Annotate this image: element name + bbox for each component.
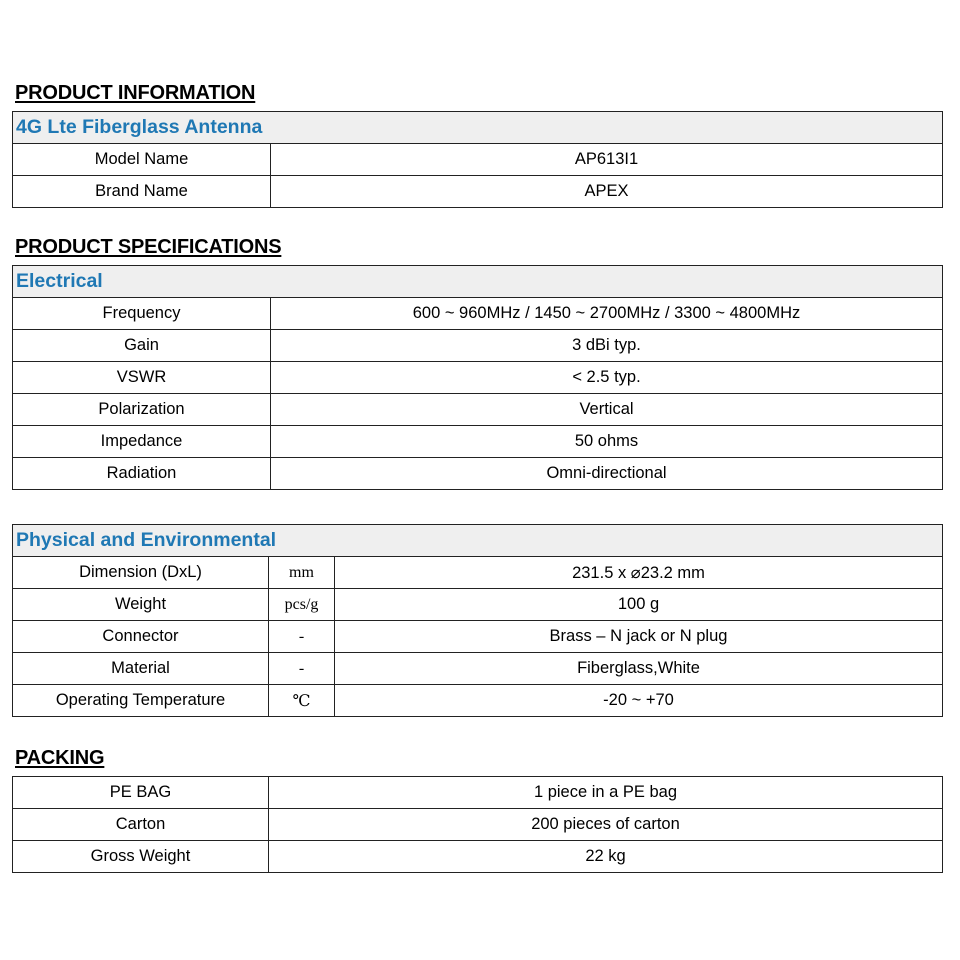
table-row xyxy=(13,557,943,589)
row-unit: - xyxy=(269,653,335,685)
product-information-title: PRODUCT INFORMATION xyxy=(15,82,256,104)
product-name-heading: 4G Lte Fiberglass Antenna xyxy=(13,112,943,144)
row-label: Carton xyxy=(13,809,269,841)
row-unit: pcs/g xyxy=(269,589,335,621)
row-value: 50 ohms xyxy=(271,426,943,458)
row-label: Impedance xyxy=(13,426,271,458)
table-row xyxy=(13,525,943,557)
table-row xyxy=(13,809,943,841)
physical-heading: Physical and Environmental xyxy=(13,525,943,557)
row-value: 22 kg xyxy=(269,841,943,873)
row-label: Radiation xyxy=(13,458,271,490)
row-label: Connector xyxy=(13,621,269,653)
row-value: Brass – N jack or N plug xyxy=(335,621,943,653)
row-label: Model Name xyxy=(13,144,271,176)
table-row xyxy=(13,298,943,330)
packing-table xyxy=(12,776,943,873)
row-value: 1 piece in a PE bag xyxy=(269,777,943,809)
table-row xyxy=(13,589,943,621)
table-row xyxy=(13,266,943,298)
row-label: PE BAG xyxy=(13,777,269,809)
row-label: Polarization xyxy=(13,394,271,426)
row-value: Vertical xyxy=(271,394,943,426)
row-label: Material xyxy=(13,653,269,685)
table-row xyxy=(13,458,943,490)
row-label: Frequency xyxy=(13,298,271,330)
row-value: < 2.5 typ. xyxy=(271,362,943,394)
row-value: 100 g xyxy=(335,589,943,621)
row-unit: mm xyxy=(269,557,335,589)
table-row xyxy=(13,841,943,873)
row-label: Operating Temperature xyxy=(13,685,269,717)
physical-environmental-table xyxy=(12,524,943,717)
row-label: Dimension (DxL) xyxy=(13,557,269,589)
table-row xyxy=(13,777,943,809)
row-label: VSWR xyxy=(13,362,271,394)
electrical-heading: Electrical xyxy=(13,266,943,298)
table-row xyxy=(13,621,943,653)
packing-title: PACKING xyxy=(15,747,105,769)
table-row xyxy=(13,176,943,208)
table-row xyxy=(13,330,943,362)
row-value: 600 ~ 960MHz / 1450 ~ 2700MHz / 3300 ~ 4800MHz xyxy=(271,298,943,330)
table-row xyxy=(13,426,943,458)
row-value: Fiberglass,White xyxy=(335,653,943,685)
table-row xyxy=(13,362,943,394)
row-value: 3 dBi typ. xyxy=(271,330,943,362)
table-row xyxy=(13,394,943,426)
row-value: 200 pieces of carton xyxy=(269,809,943,841)
product-info-table xyxy=(12,111,943,208)
table-row xyxy=(13,653,943,685)
row-label: Brand Name xyxy=(13,176,271,208)
row-label: Weight xyxy=(13,589,269,621)
electrical-table xyxy=(12,265,943,490)
table-row xyxy=(13,112,943,144)
table-row xyxy=(13,144,943,176)
row-value: 231.5 x ⌀23.2 mm xyxy=(335,557,943,589)
row-value: AP613I1 xyxy=(271,144,943,176)
row-value: Omni-directional xyxy=(271,458,943,490)
product-specifications-title: PRODUCT SPECIFICATIONS xyxy=(15,236,282,258)
row-value: APEX xyxy=(271,176,943,208)
table-row xyxy=(13,685,943,717)
row-unit: ℃ xyxy=(269,685,335,717)
row-unit: - xyxy=(269,621,335,653)
row-value: -20 ~ +70 xyxy=(335,685,943,717)
row-label: Gross Weight xyxy=(13,841,269,873)
row-label: Gain xyxy=(13,330,271,362)
